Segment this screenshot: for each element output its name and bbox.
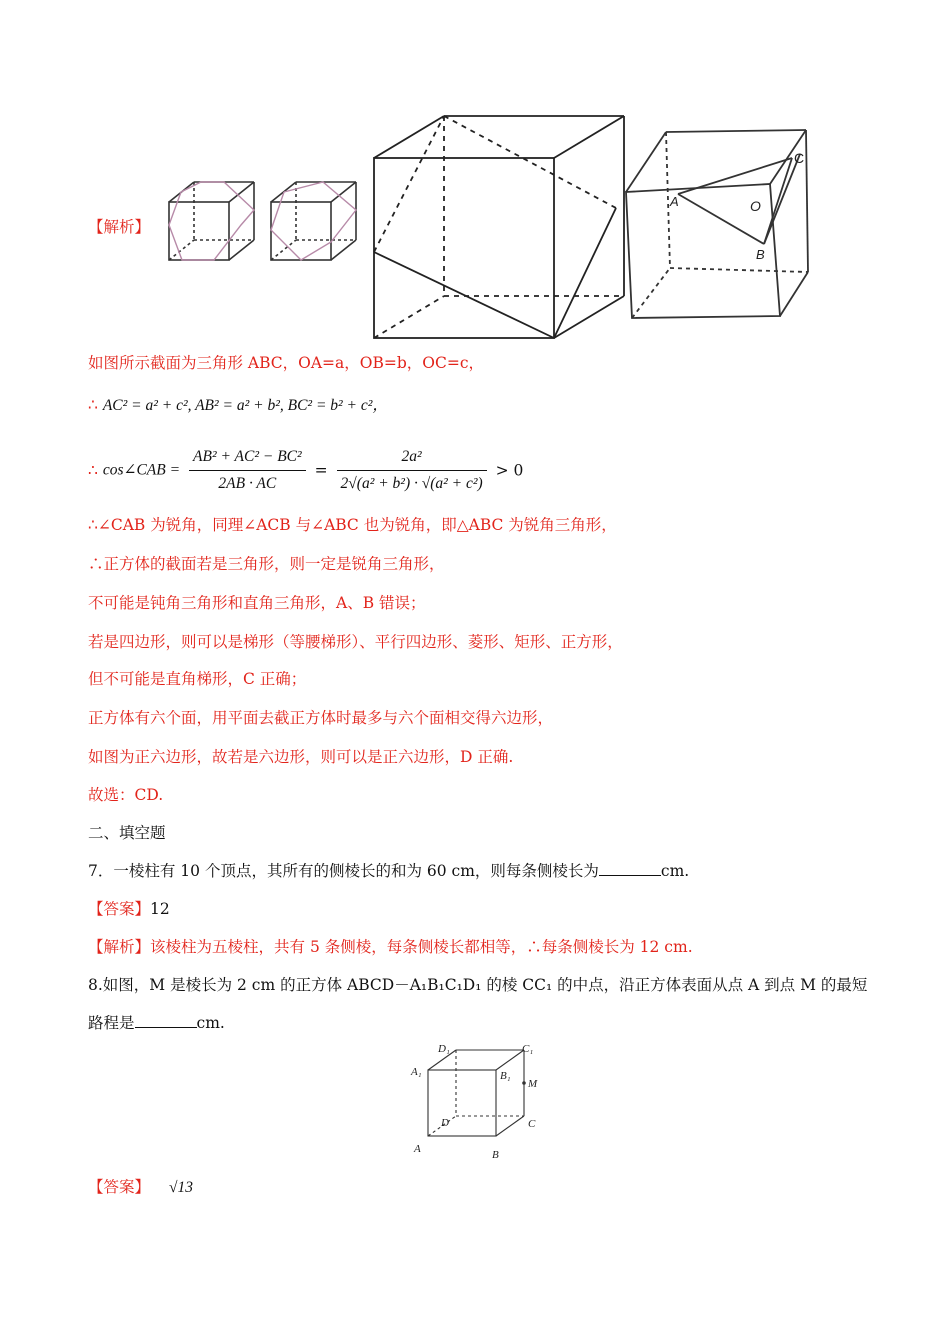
analysis-line-8: 但不可能是直角梯形，C 正确； <box>88 670 307 688</box>
fraction-2-numerator: 2a² <box>337 446 487 471</box>
analysis-line-7: 若是四边形，则可以是梯形（等腰梯形）、平行四边形、菱形、矩形、正方形， <box>88 633 623 651</box>
label-m: M <box>528 1078 538 1090</box>
question-8-line-1: 8.如图，M 是棱长为 2 cm 的正方体 ABCD－A₁B₁C₁D₁ 的棱 CC₁ 的中点，沿正方体表面从点 A 到点 M 的最短 <box>88 976 868 994</box>
q7-analysis <box>88 936 693 958</box>
label-c1: C₁ <box>522 1043 534 1055</box>
fraction-2 <box>337 446 487 495</box>
q7-text: 7．一棱柱有 10 个顶点，其所有的侧棱长的和为 60 cm，则每条侧棱长为 <box>88 862 599 880</box>
question-7 <box>88 860 689 882</box>
q8-text: 路程是 <box>88 1014 135 1032</box>
analysis-line-11: 故选：CD. <box>88 786 164 804</box>
cube-hexagon-figure-1 <box>166 180 262 262</box>
therefore-symbol-2: ∴ <box>88 461 98 480</box>
label-o: O <box>750 198 761 214</box>
q8-answer <box>88 1176 193 1199</box>
analysis-line-6: 不可能是钝角三角形和直角三角形，A、B 错误； <box>88 594 426 612</box>
analysis-line-9: 正方体有六个面，用平面去截正方体时最多与六个面相交得六边形， <box>88 709 554 727</box>
fraction-2-denominator: 2√(a² + b²) · √(a² + c²) <box>340 475 483 492</box>
section-heading: 二、填空题 <box>88 824 166 842</box>
cube-section-large-figure <box>370 112 630 342</box>
label-d1: D₁ <box>438 1043 450 1055</box>
therefore-symbol: ∴ <box>88 396 98 414</box>
q8-answer-value: √13 <box>168 1179 193 1196</box>
analysis-line-5: ∴正方体的截面若是三角形，则一定是锐角三角形， <box>88 555 445 573</box>
q7-blank <box>599 861 661 876</box>
cube-triangle-figure <box>622 126 817 326</box>
label-a-vertex: A <box>414 1143 421 1155</box>
q8-blank <box>135 1013 197 1028</box>
q7-unit: cm. <box>660 862 690 880</box>
equation-squares: AC² = a² + c², AB² = a² + b², BC² = b² + c²， <box>102 397 388 414</box>
label-c: C <box>528 1118 536 1130</box>
analysis-line-2 <box>88 394 388 417</box>
greater-than-zero: > 0 <box>495 461 524 480</box>
question-8-line-2 <box>88 1012 225 1034</box>
cube-hexagon-figure-2 <box>268 180 364 262</box>
q7-answer <box>88 898 170 920</box>
fraction-1-numerator: AB² + AC² − BC² <box>189 446 306 471</box>
jiexi-label: 【解析】 <box>88 218 151 236</box>
fraction-1-denominator: 2AB · AC <box>218 475 277 492</box>
analysis-line-3 <box>88 446 523 498</box>
label-a: A <box>670 194 679 209</box>
analysis-line-10: 如图为正六边形，故若是六边形，则可以是正六边形，D 正确. <box>88 748 514 766</box>
q7-analysis-label: 【解析】 <box>88 938 151 956</box>
label-d: D <box>441 1117 449 1129</box>
label-b: B <box>756 247 765 262</box>
label-b-vertex: B <box>492 1149 499 1161</box>
fraction-1 <box>189 446 306 495</box>
q8-unit: cm. <box>196 1014 225 1032</box>
q8-answer-label: 【答案】 <box>88 1178 151 1196</box>
equals-sign: = <box>314 461 328 480</box>
q7-analysis-text: 该棱柱为五棱柱，共有 5 条侧棱，每条侧棱长都相等，∴每条侧棱长为 12 cm. <box>150 938 693 956</box>
label-a1: A₁ <box>411 1066 422 1078</box>
label-b1: B₁ <box>500 1070 511 1082</box>
analysis-line-1: 如图所示截面为三角形 ABC，OA=a，OB=b，OC=c， <box>88 354 485 372</box>
q7-answer-label: 【答案】 <box>88 900 151 918</box>
cos-cab-lhs: cos∠CAB = <box>102 461 181 479</box>
q7-answer-value: 12 <box>150 900 170 918</box>
q8-cube-figure <box>408 1040 548 1162</box>
analysis-line-4: ∴∠CAB 为锐角，同理∠ACB 与∠ABC 也为锐角，即△ABC 为锐角三角形， <box>88 516 617 534</box>
label-c: C <box>794 150 805 166</box>
